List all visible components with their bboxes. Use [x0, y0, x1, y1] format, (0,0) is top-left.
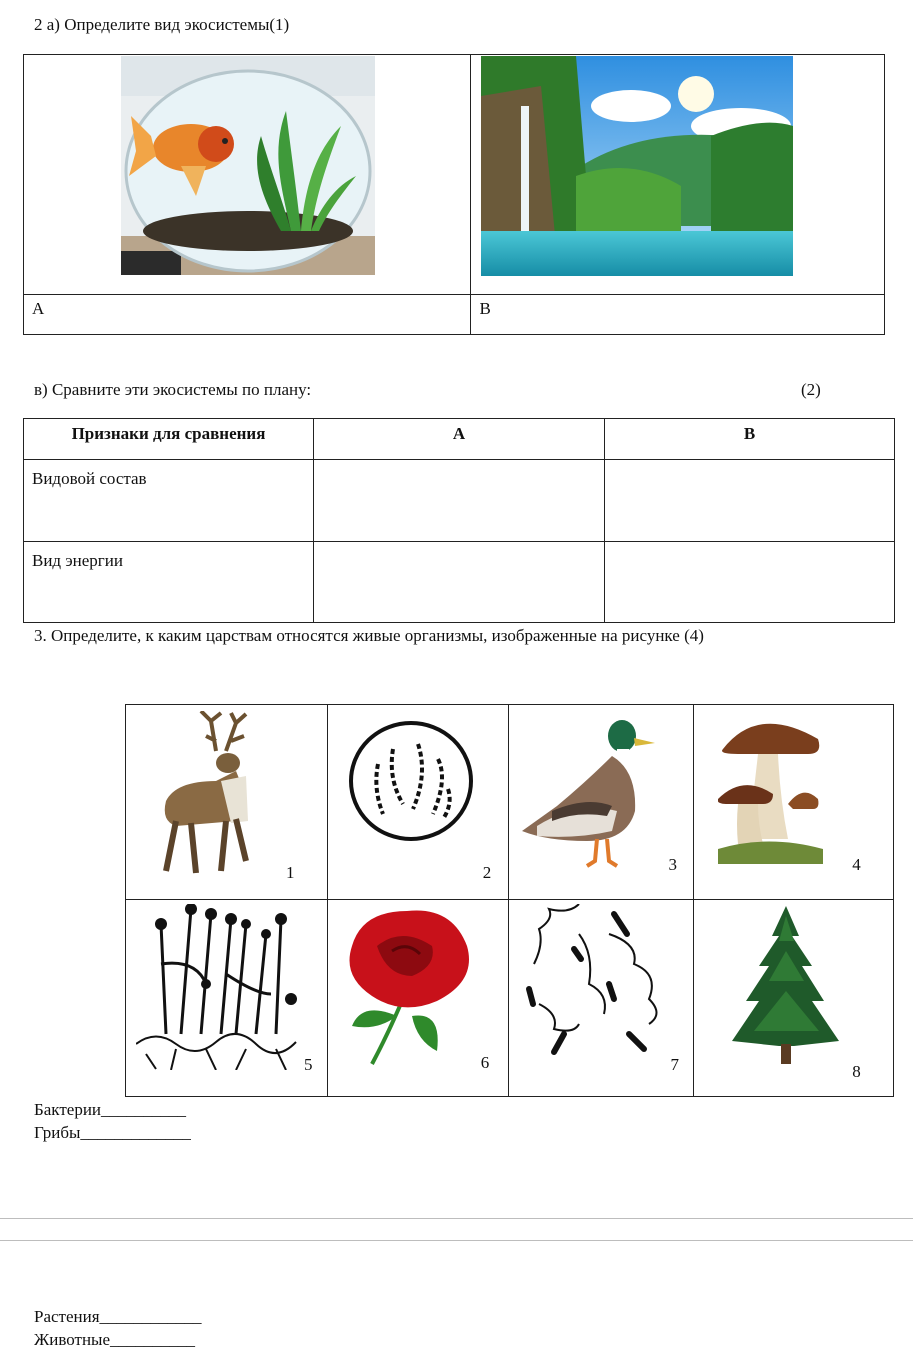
image-cell-b: [471, 55, 885, 295]
organism-number: 1: [286, 863, 295, 882]
organism-number: 8: [852, 1062, 861, 1081]
spruce-tree-icon: [724, 906, 849, 1072]
q2b-points: (2): [801, 380, 821, 399]
image-cell-a: [24, 55, 471, 295]
label-a: А: [32, 299, 45, 318]
ecosystem-images-table: [23, 54, 885, 335]
answer-plants[interactable]: Растения____________: [34, 1307, 202, 1326]
organism-number: 4: [852, 855, 861, 874]
organism-cell-8: [694, 900, 894, 1097]
organism-number: 6: [480, 1053, 490, 1072]
column-header: В: [605, 419, 895, 460]
q2a-heading: 2 а) Определите вид экосистемы(1): [34, 15, 290, 34]
organism-cell-7: [509, 900, 694, 1097]
organism-cell-4: [694, 705, 894, 900]
answer-cell[interactable]: [605, 542, 895, 623]
organism-cell-5: [126, 900, 328, 1097]
organism-cell-6: [327, 900, 509, 1097]
organism-number: 5: [304, 1055, 313, 1074]
q2b-heading: в) Сравните эти экосистемы по плану:: [34, 380, 312, 399]
mold-fungus-icon: [136, 904, 301, 1070]
organisms-table: [125, 704, 894, 1097]
organism-number: 2: [482, 863, 492, 882]
column-header: Признаки для сравнения: [24, 419, 314, 460]
answer-fungi[interactable]: Грибы_____________: [34, 1123, 191, 1142]
page-separator-bottom: [0, 1240, 913, 1241]
organism-cell-3: [509, 705, 694, 900]
mallard-duck-icon: [517, 711, 667, 871]
aquarium-image: [121, 56, 375, 275]
waterfall-image: [481, 56, 793, 276]
comparison-table: [23, 418, 895, 623]
page-separator-top: [0, 1218, 913, 1219]
answer-cell[interactable]: [605, 460, 895, 542]
q3-heading: 3. Определите, к каким царствам относятся живые организмы, изображенные на рисунке (4): [34, 626, 704, 645]
column-header: А: [314, 419, 605, 460]
table-row: [24, 460, 895, 542]
organism-number: 3: [668, 855, 677, 874]
organism-number: 7: [670, 1055, 679, 1074]
organism-cell-2: [327, 705, 509, 900]
row-label: Видовой состав: [32, 469, 147, 488]
boletus-mushroom-icon: [718, 709, 828, 869]
reindeer-icon: [136, 711, 286, 881]
bacteria-culture-icon: [348, 719, 474, 843]
table-row: [24, 542, 895, 623]
organism-cell-1: [126, 705, 328, 900]
red-rose-icon: [342, 906, 477, 1066]
answer-cell[interactable]: [314, 460, 605, 542]
spirilla-bacteria-icon: [519, 904, 669, 1059]
label-b: В: [479, 299, 491, 318]
row-label: Вид энергии: [32, 551, 123, 570]
answer-animals[interactable]: Животные__________: [34, 1330, 196, 1349]
answer-cell[interactable]: [314, 542, 605, 623]
answer-bacteria[interactable]: Бактерии__________: [34, 1100, 187, 1119]
